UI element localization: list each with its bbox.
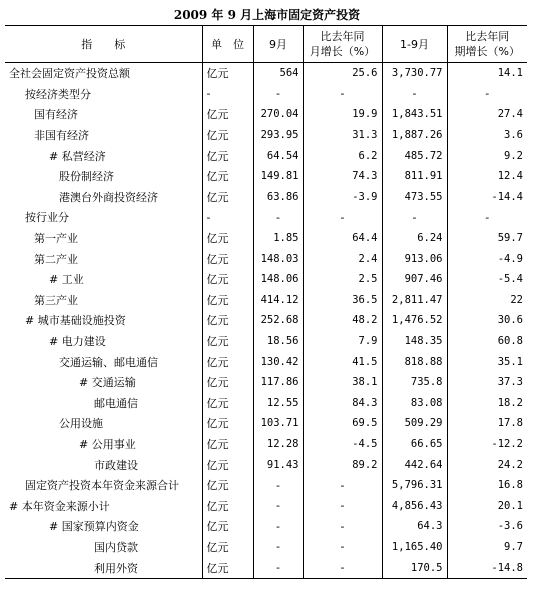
row-ytd-growth: -4.9 bbox=[447, 248, 527, 269]
row-month-value: - bbox=[253, 516, 303, 537]
row-month-growth: - bbox=[303, 475, 382, 496]
row-month-value: 148.06 bbox=[253, 269, 303, 290]
row-label: 港澳台外商投资经济 bbox=[59, 190, 158, 204]
row-month-value: 12.28 bbox=[253, 434, 303, 455]
row-unit: 亿元 bbox=[202, 310, 253, 331]
row-label: 全社会固定资产投资总额 bbox=[9, 67, 130, 81]
header-month-growth-line2: 月增长（%） bbox=[309, 45, 376, 58]
row-month-growth: 2.4 bbox=[303, 248, 382, 269]
row-label: 固定资产投资本年资金来源合计 bbox=[25, 479, 179, 493]
row-month-growth: 36.5 bbox=[303, 290, 382, 311]
row-label: # 公用事业 bbox=[79, 437, 136, 451]
row-label: 非国有经济 bbox=[34, 129, 89, 143]
row-month-growth: 41.5 bbox=[303, 351, 382, 372]
row-ytd-growth: 12.4 bbox=[447, 166, 527, 187]
row-unit: 亿元 bbox=[202, 557, 253, 578]
table-row bbox=[5, 454, 527, 475]
row-unit: 亿元 bbox=[202, 537, 253, 558]
row-label: # 交通运输 bbox=[79, 376, 136, 390]
row-ytd-growth: 18.2 bbox=[447, 393, 527, 414]
header-ytd-growth-line2: 期增长（%） bbox=[454, 45, 520, 58]
row-ytd-growth: - bbox=[447, 207, 527, 228]
table-row bbox=[5, 63, 527, 84]
row-month-value: 270.04 bbox=[253, 104, 303, 125]
row-ytd-growth: 37.3 bbox=[447, 372, 527, 393]
investment-table bbox=[5, 25, 527, 579]
row-label: # 工业 bbox=[49, 273, 84, 287]
row-label: 公用设施 bbox=[59, 417, 103, 431]
row-ytd-value: 1,887.26 bbox=[382, 125, 447, 146]
row-month-value: - bbox=[253, 557, 303, 578]
row-label: 利用外资 bbox=[5, 557, 202, 578]
row-ytd-value: 5,796.31 bbox=[382, 475, 447, 496]
table-row bbox=[5, 187, 527, 208]
row-ytd-value: 442.64 bbox=[382, 454, 447, 475]
header-month-growth-line1: 比去年同 bbox=[320, 30, 365, 43]
row-label: 邮电通信 bbox=[94, 396, 138, 410]
row-month-value: 149.81 bbox=[253, 166, 303, 187]
row-ytd-growth: 24.2 bbox=[447, 454, 527, 475]
row-month-growth: 6.2 bbox=[303, 145, 382, 166]
row-unit: 亿元 bbox=[202, 351, 253, 372]
row-ytd-value: - bbox=[382, 207, 447, 228]
row-ytd-growth: 27.4 bbox=[447, 104, 527, 125]
row-label: 国内贷款 bbox=[94, 540, 138, 554]
row-ytd-growth: 20.1 bbox=[447, 495, 527, 516]
row-label: 交通运输、邮电通信 bbox=[59, 355, 158, 369]
row-ytd-growth: 17.8 bbox=[447, 413, 527, 434]
row-unit: 亿元 bbox=[202, 475, 253, 496]
row-month-growth: 84.3 bbox=[303, 393, 382, 414]
row-unit: 亿元 bbox=[202, 248, 253, 269]
row-ytd-growth: -12.2 bbox=[447, 434, 527, 455]
row-month-growth: - bbox=[303, 557, 382, 578]
row-unit: 亿元 bbox=[202, 372, 253, 393]
row-ytd-growth: 9.7 bbox=[447, 537, 527, 558]
row-ytd-value: 3,730.77 bbox=[382, 63, 447, 84]
row-unit: 亿元 bbox=[202, 331, 253, 352]
row-unit: 亿元 bbox=[202, 269, 253, 290]
row-month-growth: 69.5 bbox=[303, 413, 382, 434]
table-row bbox=[5, 351, 527, 372]
row-ytd-value: 2,811.47 bbox=[382, 290, 447, 311]
row-ytd-growth: 3.6 bbox=[447, 125, 527, 146]
table-row bbox=[5, 269, 527, 290]
row-month-value: 18.56 bbox=[253, 331, 303, 352]
row-ytd-value: 811.91 bbox=[382, 166, 447, 187]
row-month-value: 414.12 bbox=[253, 290, 303, 311]
row-ytd-value: 1,843.51 bbox=[382, 104, 447, 125]
row-ytd-value: 64.3 bbox=[382, 516, 447, 537]
table-row bbox=[5, 393, 527, 414]
row-label: 市政建设 bbox=[94, 458, 138, 472]
row-ytd-growth: -5.4 bbox=[447, 269, 527, 290]
row-ytd-value: 1,165.40 bbox=[382, 537, 447, 558]
row-month-growth: 2.5 bbox=[303, 269, 382, 290]
row-month-growth: 19.9 bbox=[303, 104, 382, 125]
row-ytd-value: 485.72 bbox=[382, 145, 447, 166]
row-unit: - bbox=[202, 207, 253, 228]
row-month-growth: 38.1 bbox=[303, 372, 382, 393]
row-unit: 亿元 bbox=[202, 228, 253, 249]
row-unit: 亿元 bbox=[202, 413, 253, 434]
row-label: 第三产业 bbox=[34, 293, 78, 307]
header-row bbox=[5, 26, 527, 63]
row-month-growth: 64.4 bbox=[303, 228, 382, 249]
row-month-value: 148.03 bbox=[253, 248, 303, 269]
row-label: 按经济类型分 bbox=[25, 87, 91, 101]
row-label: 国有经济 bbox=[34, 108, 78, 122]
row-unit: 亿元 bbox=[202, 434, 253, 455]
header-unit: 单 位 bbox=[202, 26, 253, 63]
row-ytd-value: 1,476.52 bbox=[382, 310, 447, 331]
table-row bbox=[5, 310, 527, 331]
header-month: 9月 bbox=[253, 26, 303, 63]
table-row bbox=[5, 557, 527, 578]
row-ytd-value: 148.35 bbox=[382, 331, 447, 352]
row-ytd-value: 509.29 bbox=[382, 413, 447, 434]
header-indicator: 指 标 bbox=[5, 26, 202, 63]
row-unit: 亿元 bbox=[202, 393, 253, 414]
row-unit: 亿元 bbox=[202, 290, 253, 311]
row-ytd-growth: - bbox=[447, 84, 527, 105]
row-ytd-growth: 59.7 bbox=[447, 228, 527, 249]
row-ytd-value: - bbox=[382, 84, 447, 105]
row-ytd-value: 473.55 bbox=[382, 187, 447, 208]
row-unit: 亿元 bbox=[202, 166, 253, 187]
table-row bbox=[5, 125, 527, 146]
row-month-growth: - bbox=[303, 537, 382, 558]
row-ytd-growth: 60.8 bbox=[447, 331, 527, 352]
row-month-value: - bbox=[253, 537, 303, 558]
row-ytd-value: 4,856.43 bbox=[382, 495, 447, 516]
row-month-growth: -4.5 bbox=[303, 434, 382, 455]
row-ytd-value: 170.5 bbox=[382, 557, 447, 578]
row-month-growth: 7.9 bbox=[303, 331, 382, 352]
table-row bbox=[5, 413, 527, 434]
row-month-value: - bbox=[253, 495, 303, 516]
row-month-value: - bbox=[253, 475, 303, 496]
row-ytd-growth: 30.6 bbox=[447, 310, 527, 331]
row-month-value: 64.54 bbox=[253, 145, 303, 166]
table-row bbox=[5, 434, 527, 455]
row-month-value: 91.43 bbox=[253, 454, 303, 475]
row-unit: 亿元 bbox=[202, 63, 253, 84]
table-row bbox=[5, 145, 527, 166]
row-label: # 本年资金来源小计 bbox=[9, 499, 110, 513]
row-ytd-value: 818.88 bbox=[382, 351, 447, 372]
row-label: 第二产业 bbox=[34, 252, 78, 266]
row-month-value: 12.55 bbox=[253, 393, 303, 414]
row-month-growth: - bbox=[303, 495, 382, 516]
row-label: 股份制经济 bbox=[59, 170, 114, 184]
row-month-value: 103.71 bbox=[253, 413, 303, 434]
table-body bbox=[5, 63, 527, 579]
row-month-value: 130.42 bbox=[253, 351, 303, 372]
row-label: 第一产业 bbox=[34, 232, 78, 246]
row-month-growth: 89.2 bbox=[303, 454, 382, 475]
table-row bbox=[5, 84, 527, 105]
row-ytd-growth: 22 bbox=[447, 290, 527, 311]
header-ytd-growth-line1: 比去年同 bbox=[465, 30, 510, 43]
row-month-value: - bbox=[253, 207, 303, 228]
table-row bbox=[5, 248, 527, 269]
row-month-value: 293.95 bbox=[253, 125, 303, 146]
row-unit: 亿元 bbox=[202, 495, 253, 516]
row-ytd-value: 735.8 bbox=[382, 372, 447, 393]
row-ytd-value: 907.46 bbox=[382, 269, 447, 290]
row-label: # 国家预算内资金 bbox=[49, 520, 139, 534]
row-ytd-growth: -3.6 bbox=[447, 516, 527, 537]
row-ytd-growth: -14.4 bbox=[447, 187, 527, 208]
header-month-growth bbox=[303, 26, 382, 63]
table-row bbox=[5, 228, 527, 249]
row-month-value: - bbox=[253, 84, 303, 105]
row-month-value: 564 bbox=[253, 63, 303, 84]
row-unit: - bbox=[202, 84, 253, 105]
header-ytd-growth bbox=[447, 26, 527, 63]
row-month-growth: - bbox=[303, 516, 382, 537]
row-unit: 亿元 bbox=[202, 187, 253, 208]
row-label: 按行业分 bbox=[25, 211, 69, 225]
table-row bbox=[5, 537, 527, 558]
row-month-growth: 25.6 bbox=[303, 63, 382, 84]
row-month-growth: - bbox=[303, 207, 382, 228]
row-unit: 亿元 bbox=[202, 104, 253, 125]
row-unit: 亿元 bbox=[202, 145, 253, 166]
table-row bbox=[5, 495, 527, 516]
row-unit: 亿元 bbox=[202, 516, 253, 537]
row-month-value: 1.85 bbox=[253, 228, 303, 249]
row-month-growth: 48.2 bbox=[303, 310, 382, 331]
row-ytd-value: 6.24 bbox=[382, 228, 447, 249]
row-label: # 电力建设 bbox=[49, 335, 106, 349]
row-ytd-growth: 9.2 bbox=[447, 145, 527, 166]
row-ytd-growth: 14.1 bbox=[447, 63, 527, 84]
row-ytd-value: 66.65 bbox=[382, 434, 447, 455]
row-unit: 亿元 bbox=[202, 454, 253, 475]
row-month-value: 117.86 bbox=[253, 372, 303, 393]
table-row bbox=[5, 372, 527, 393]
table-row bbox=[5, 290, 527, 311]
row-month-growth: 74.3 bbox=[303, 166, 382, 187]
row-ytd-value: 83.08 bbox=[382, 393, 447, 414]
row-month-growth: 31.3 bbox=[303, 125, 382, 146]
row-month-value: 252.68 bbox=[253, 310, 303, 331]
row-ytd-value: 913.06 bbox=[382, 248, 447, 269]
row-ytd-growth: -14.8 bbox=[447, 557, 527, 578]
table-row bbox=[5, 104, 527, 125]
header-ytd: 1-9月 bbox=[382, 26, 447, 63]
table-row bbox=[5, 516, 527, 537]
table-row bbox=[5, 331, 527, 352]
table-row bbox=[5, 166, 527, 187]
row-month-growth: - bbox=[303, 84, 382, 105]
row-ytd-growth: 35.1 bbox=[447, 351, 527, 372]
row-label: # 城市基础设施投资 bbox=[25, 314, 126, 328]
row-unit: 亿元 bbox=[202, 125, 253, 146]
table-title: 2009 年 9 月上海市固定资产投资 bbox=[173, 8, 361, 22]
row-month-value: 63.86 bbox=[253, 187, 303, 208]
row-month-growth: -3.9 bbox=[303, 187, 382, 208]
row-ytd-growth: 16.8 bbox=[447, 475, 527, 496]
table-row bbox=[5, 475, 527, 496]
table-row bbox=[5, 207, 527, 228]
row-label: # 私营经济 bbox=[49, 149, 106, 163]
